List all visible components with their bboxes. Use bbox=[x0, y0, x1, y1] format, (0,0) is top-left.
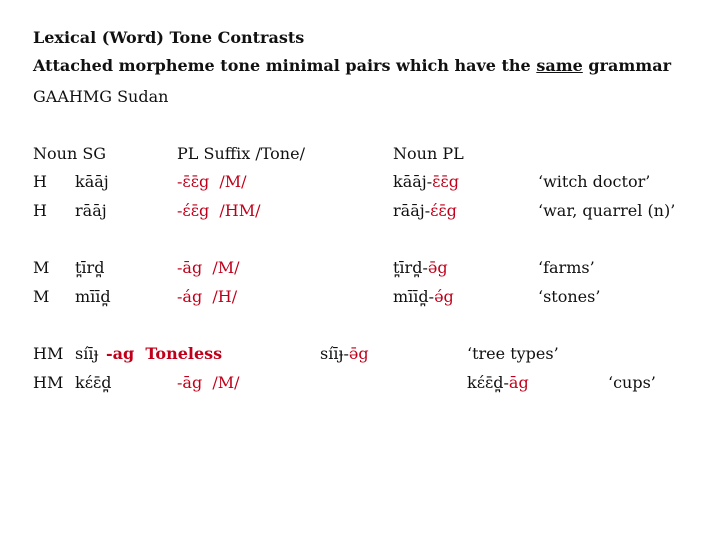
pl-suffix-form: ɛ̄ɛ̄g bbox=[432, 172, 459, 191]
subtitle-underlined: same bbox=[536, 56, 583, 75]
suffix-tone: /H/ bbox=[212, 287, 238, 306]
noun-sg: mīīd̪ bbox=[75, 287, 111, 306]
pl-suffix bbox=[177, 201, 261, 221]
noun-sg: rāāj bbox=[75, 201, 107, 220]
noun-pl bbox=[393, 287, 454, 307]
tone-label: M bbox=[33, 258, 50, 277]
gloss: ‘witch doctor’ bbox=[538, 172, 651, 191]
suffix-tone: /M/ bbox=[212, 258, 240, 277]
pl-stem: mīīd̪- bbox=[393, 287, 435, 306]
column-header-noun-sg: Noun SG bbox=[33, 144, 107, 163]
noun-sg: kɛ́ɛ̄d̪ bbox=[75, 373, 112, 392]
pl-suffix-form: ə́g bbox=[434, 287, 454, 306]
pl-suffix bbox=[177, 172, 247, 192]
pl-suffix-form: ɛ́ɛ̄g bbox=[430, 201, 457, 220]
pl-suffix bbox=[106, 344, 222, 364]
column-header-noun-pl: Noun PL bbox=[393, 144, 464, 163]
noun-pl bbox=[320, 344, 369, 364]
suffix-form: -āg bbox=[177, 258, 203, 277]
pl-suffix-form: ə̄g bbox=[427, 258, 448, 277]
noun-pl bbox=[393, 172, 459, 192]
noun-sg: kāāj bbox=[75, 172, 109, 191]
page-title: Lexical (Word) Tone Contrasts bbox=[33, 28, 305, 47]
gloss: ‘cups’ bbox=[608, 373, 656, 392]
pl-suffix bbox=[177, 287, 237, 307]
suffix-form: -ɛ̄ɛ̄g bbox=[177, 172, 210, 191]
tone-label: HM bbox=[33, 344, 64, 363]
suffix-tone: Toneless bbox=[145, 344, 223, 363]
noun-sg: t̪īrd̪ bbox=[75, 258, 105, 277]
gloss: ‘farms’ bbox=[538, 258, 595, 277]
pl-stem: síīɟ- bbox=[320, 344, 349, 363]
gloss: ‘tree types’ bbox=[467, 344, 559, 363]
pl-suffix bbox=[177, 258, 240, 278]
noun-pl bbox=[393, 258, 448, 278]
gloss: ‘stones’ bbox=[538, 287, 601, 306]
tone-label: HM bbox=[33, 373, 64, 392]
suffix-form: -ɛ́ɛ̄g bbox=[177, 201, 210, 220]
pl-suffix bbox=[177, 373, 240, 393]
suffix-tone: /M/ bbox=[219, 172, 247, 191]
tone-label: H bbox=[33, 201, 47, 220]
suffix-tone: /M/ bbox=[212, 373, 240, 392]
tone-label: H bbox=[33, 172, 47, 191]
pl-stem: kāāj- bbox=[393, 172, 433, 191]
noun-sg: síīɟ bbox=[75, 344, 99, 363]
subtitle-text: Attached morpheme tone minimal pairs which have the bbox=[33, 56, 537, 75]
pl-suffix-form: āg bbox=[508, 373, 529, 392]
noun-pl bbox=[393, 201, 457, 221]
noun-pl bbox=[467, 373, 529, 393]
suffix-form: -āg bbox=[177, 373, 203, 392]
page-subtitle bbox=[33, 56, 671, 76]
suffix-form: -ág bbox=[177, 287, 203, 306]
pl-stem: rāāj- bbox=[393, 201, 431, 220]
tone-label: M bbox=[33, 287, 50, 306]
gloss: ‘war, quarrel (n)’ bbox=[538, 201, 676, 220]
pl-stem: kɛ́ɛ̄d̪- bbox=[467, 373, 509, 392]
suffix-form: -ag bbox=[106, 344, 135, 363]
column-header-pl-suffix: PL Suffix /Tone/ bbox=[177, 144, 305, 163]
subtitle-text-end: grammar bbox=[582, 56, 672, 75]
suffix-tone: /HM/ bbox=[219, 201, 261, 220]
pl-stem: t̪īrd̪- bbox=[393, 258, 428, 277]
language-label: GAAHMG Sudan bbox=[33, 87, 169, 106]
pl-suffix-form: ə̄g bbox=[348, 344, 369, 363]
